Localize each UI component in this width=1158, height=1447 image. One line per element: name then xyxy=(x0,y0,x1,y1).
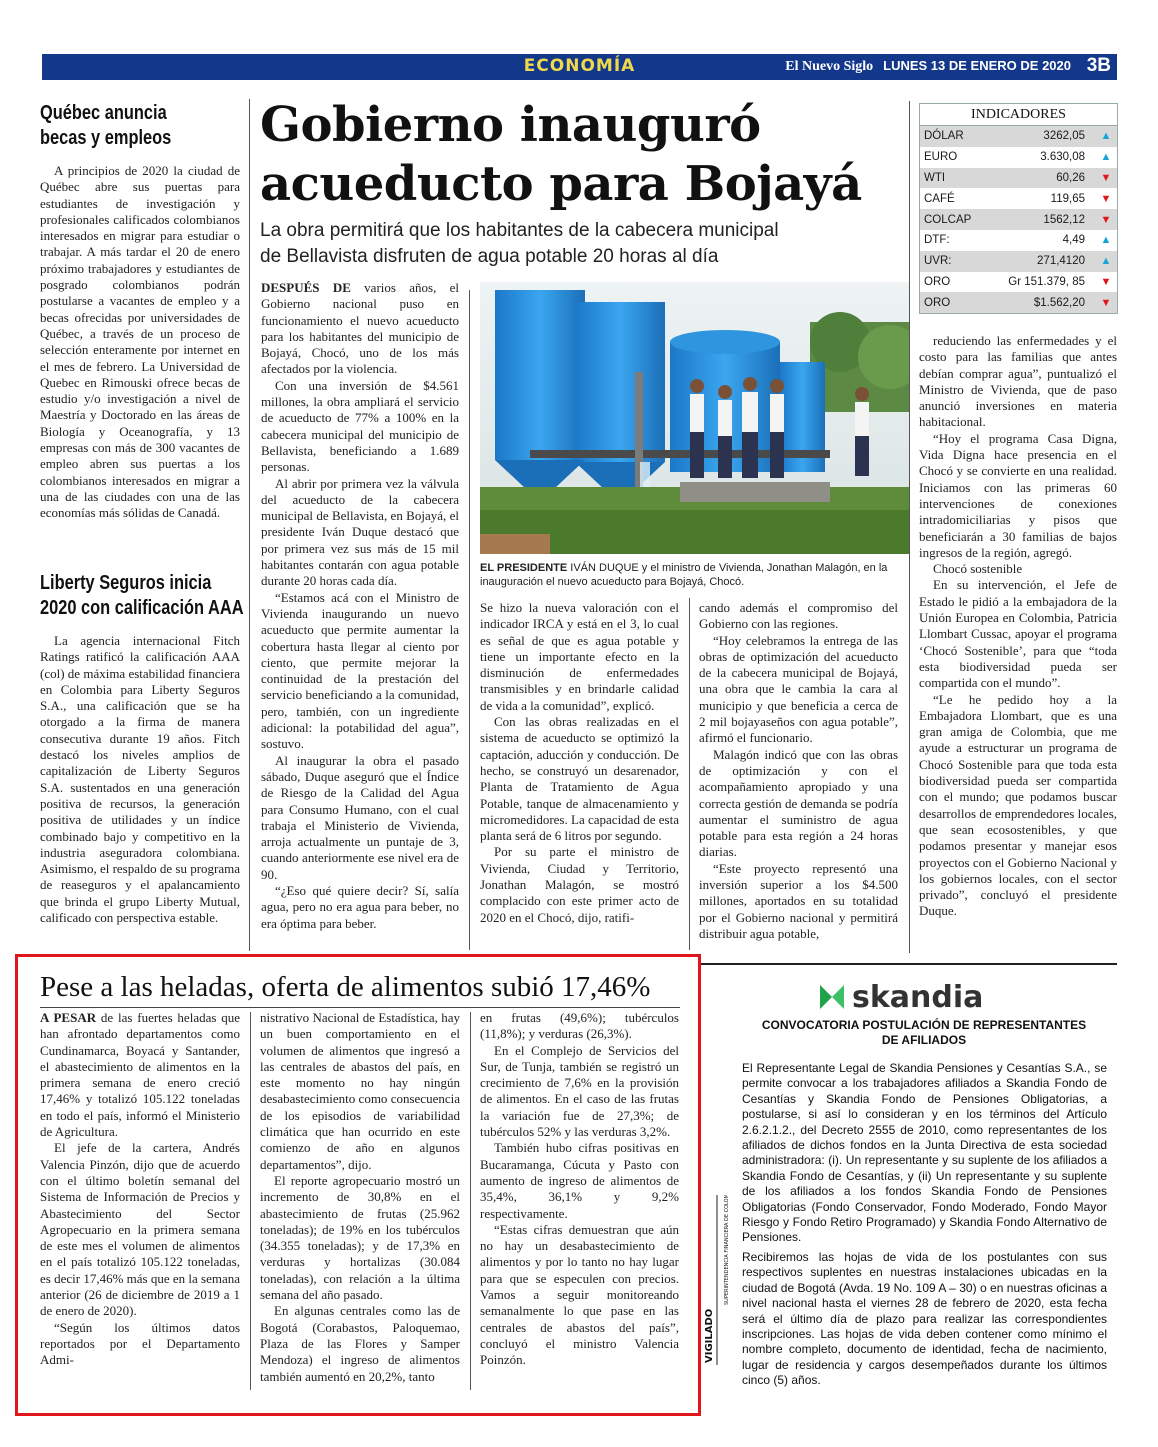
paragraph: En el Complejo de Servicios del Sur, de Tunja, también se registró un crecimiento de 7,6% en la provisión de alimentos. En el caso de las frutas la variación fue de 27,3%; de tubérculos 52% y las verduras 3,2%. xyxy=(480,1042,679,1140)
indicator-name: UVR: xyxy=(924,255,952,268)
brief-body-liberty xyxy=(40,633,240,949)
newspaper-name: El Nuevo Siglo xyxy=(785,59,874,74)
arrow-up-icon: ▲ xyxy=(1100,130,1112,143)
indicator-value: 119,65 xyxy=(1050,192,1085,205)
lead-in: A PESAR xyxy=(40,1010,101,1025)
paragraph: También hubo cifras positivas en Bucaramanga, Cúcuta y Pasto con aumento de ingreso de alimentos de 35,4%, 36,1% y 9,2% respectivamente. xyxy=(480,1140,679,1221)
water-tanks-image xyxy=(480,282,910,554)
paragraph: Con una inversión de $4.561 millones, la obra ampliará el servicio de acueducto de 77% a 100% en la cabecera municipal del municipio de Bellavista, beneficiando a 1.689 personas. xyxy=(261,377,459,475)
paragraph: En algunas centrales como las de Bogotá (Corabastos, Paloquemao, Plaza de las Flores y Samper Mendoza) el ingreso de alimentos también aumentó en 20,2%, tanto xyxy=(260,1303,460,1384)
column-divider xyxy=(909,101,910,953)
indicator-row xyxy=(920,292,1117,313)
article-column-3 xyxy=(699,600,898,950)
paragraph: nistrativo Nacional de Estadística, hay un buen comportamiento en el volumen de alimentos que ingresó a las centrales de abastos del país, en este momento no hay ningún desabastecimiento como consecuencia de los episodios de variabilidad climática que han ocurrido en este comienzo de año en algunos departamentos”, dijo. xyxy=(260,1010,460,1172)
indicator-value: 3262,05 xyxy=(1043,130,1085,143)
masthead xyxy=(785,58,1071,75)
subhead-line: de Bellavista disfruten de agua potable 20 horas al día xyxy=(260,246,719,267)
article-column-4 xyxy=(919,333,1117,955)
paragraph: “Estas cifras demuestran que aún no hay un desabastecimiento de alimentos y por lo tanto no hay lugar para que se especulen con precios. Vamos a seguir monitoreando semanalmente lo que pase en las centrales de abastos del país”, concluyó el ministro Valencia Poinzón. xyxy=(480,1221,679,1368)
indicator-name: DÓLAR xyxy=(924,130,964,143)
caption-lead: EL PRESIDENTE xyxy=(480,562,568,574)
section-header-bar xyxy=(42,54,1117,80)
brief-title-line: Québec anuncia xyxy=(40,102,167,124)
arrow-down-icon: ▼ xyxy=(1100,275,1112,288)
indicators-table xyxy=(919,103,1118,314)
page-number: 3B xyxy=(1086,55,1111,76)
paragraph: El jefe de la cartera, Andrés Valencia Pinzón, dijo que de acuerdo con el último boletín semanal del Sistema de Información de Precios y Abastecimiento del Sector Agropecuario en la primera semana de este mes el volumen de alimentos en el país totalizó 105.122 toneladas, es decir 17,46% más que en la semana anterior (26 de diciembre de 2019 a 1 de enero de 2020). xyxy=(40,1140,240,1319)
paragraph: A PESAR de las fuertes heladas que han afrontado departamentos como Cundinamarca, Boyacá y Santander, el abastecimiento de alimentos en la primera semana de enero creció 17,46% y totalizó 105.122 toneladas en todo el país, informó el Ministerio de Agricultura. xyxy=(40,1010,240,1140)
indicator-name: EURO xyxy=(924,151,958,164)
lead-in: DESPUÉS DE xyxy=(261,280,365,295)
column-divider xyxy=(249,99,250,951)
column-divider xyxy=(469,290,470,950)
indicator-name: DTF: xyxy=(924,234,950,247)
issue-date: LUNES 13 DE ENERO DE 2020 xyxy=(883,58,1071,73)
indicator-value: 3.630,08 xyxy=(1040,151,1085,164)
arrow-up-icon: ▲ xyxy=(1100,234,1112,247)
indicator-row xyxy=(920,251,1117,272)
vigilado-text: VIGILADO xyxy=(704,1308,715,1363)
arrow-up-icon: ▲ xyxy=(1100,255,1112,268)
article-column-1 xyxy=(261,280,459,950)
arrow-down-icon: ▼ xyxy=(1100,171,1112,184)
section-name: ECONOMÍA xyxy=(523,56,636,76)
skandia-wordmark: skandia xyxy=(852,980,984,1015)
ad-title-line: DE AFILIADOS xyxy=(881,1033,967,1047)
ad-paragraph-1 xyxy=(742,1061,1107,1246)
paragraph: El Representante Legal de Skandia Pensiones y Cesantías S.A., se permite convocar a los trabajadores afiliados a Skandia Fondo de Cesantías y Skandia Fondo de Pensiones Obligatorias, a postularse, si así lo consideran y en los términos del Artículo 2.6.2.1.2., del Decreto 2555 de 2010, como representantes de los afiliados de dichos fondos en la Junta Directiva de esta sociedad administradora: (i). Un representante y su suplente de los afiliados a Skandia Fondo de Cesantías, y (ii) Un representante y su suplente de los afiliados a los fondos Skandia Fondo de Pensiones Obligatorias (Fondo Conservador, Fondo Moderado, Fondo Mayor Riesgo y Fondo Retiro Programado) y Skandia Fondo Alternativo de Pensiones. xyxy=(742,1061,1107,1245)
paragraph: “Estamos acá con el Ministro de Vivienda inaugurando un nuevo acueducto que permite aumentar la cobertura hasta llegar al ciento por ciento, que permite mejorar la continuidad de la prestación del servicio beneficiando a la comunidad, pero, también, con un ingrediente adicional: la potabilidad del agua”, sostuvo. xyxy=(261,589,459,752)
indicator-row xyxy=(920,168,1117,189)
paragraph: “Hoy celebramos la entrega de las obras de optimización del acueducto de la cabecera municipal de Bojayá, una obra que le cambia la cara al municipio y que beneficia a cerca de 2 mil bojayaseños con agua potable”, afirmó el funcionario. xyxy=(699,632,898,746)
indicator-row xyxy=(920,230,1117,251)
brief-title-line: becas y empleos xyxy=(40,127,172,149)
brief-title-line: 2020 con calificación AAA xyxy=(40,597,244,619)
indicator-value: Gr 151.379, 85 xyxy=(1008,275,1085,288)
paragraph: Recibiremos las hojas de vida de los postulantes con sus respectivos suplentes en nuestras instalaciones ubicadas en la ciudad de Bogotá (Avda. 19 No. 109 A – 30) o en nuestras oficinas a nivel nacional hasta el viernes 28 de febrero de 2020, esta fecha será el último día de plazo para realizar las correspondientes inscripciones. Las hojas de vida deben contener como mínimo el nombre completo, documento de identidad, fecha de nacimiento, lugar de residencia y cargos desempeñados durante los últimos cinco (5) años. xyxy=(742,1250,1107,1388)
arrow-down-icon: ▼ xyxy=(1100,192,1112,205)
article-column-2 xyxy=(480,600,679,950)
paragraph: “Hoy el programa Casa Digna, Vida Digna hace presencia en el Chocó y se convierte en una realidad. Iniciamos con las primeras 60 intervenciones de conexiones intradomiciliarias y pisos que beneficiarán a 30 familias de bajos ingresos de la región, agregó. xyxy=(919,430,1117,560)
brief-title-liberty xyxy=(40,571,253,621)
indicator-name: ORO xyxy=(924,275,951,288)
main-headline xyxy=(260,96,910,214)
article-photo xyxy=(480,282,910,554)
headline-line: Gobierno inauguró xyxy=(260,97,761,153)
superintendencia-text: SUPERINTENDENCIA FINANCIERA DE COLOMBIA xyxy=(724,1195,730,1305)
subheading: Chocó sostenible xyxy=(933,561,1023,577)
indicator-name: ORO xyxy=(924,296,951,309)
indicator-value: 271,4120 xyxy=(1037,255,1085,268)
ad-title xyxy=(735,1018,1113,1048)
paragraph: A principios de 2020 la ciudad de Québec abre sus puertas para estudiantes de investigación y profesionales calificados colombianos interesados en migrar para estudiar o trabajar. A más tardar el 20 de enero próximo trabajadores y estudiantes de posgrado colombianos podrán postularse a vacantes de empleo y a becas ofrecidas por universidades de Québec, a través de un proceso de selección enteramente por internet en el mes de febrero. La Universidad de Quebec en Rimouski ofrece becas de estudio y/o investigación a nivel de Maestría y Doctorado en las áreas de Biología y Oceanografía, y 13 empresas con más de 300 vacantes de empleo abren sus puertas a los colombianos interesados en migrar a una de las ciudades con una de las economías más sólidas de Canadá. xyxy=(40,163,240,521)
headline-rule xyxy=(40,1007,680,1008)
paragraph: “Según los últimos datos reportados por el Departamento Admi- xyxy=(40,1319,240,1368)
indicator-value: 60,26 xyxy=(1056,171,1085,184)
caption-text: IVÁN DUQUE y el ministro de Vivienda, Jonathan Malagón, en la inauguración el nuevo acueducto para Bojayá, Chocó. xyxy=(480,562,888,588)
paragraph: El reporte agropecuario mostró un incremento de 30,8% en el abastecimiento de frutas (25.962 toneladas); de 19% en los tubérculos (34.355 toneladas); y de 17,3% en verduras y hortalizas (30.084 toneladas), con relación a la última semana del año pasado. xyxy=(260,1172,460,1303)
subhead-line: La obra permitirá que los habitantes de la cabecera municipal xyxy=(260,220,779,241)
column-divider xyxy=(250,1012,251,1390)
paragraph: reduciendo las enfermedades y el costo para las familias que antes debían comprar agua”, puntualizó el Ministro de Vivienda, que de paso anunció inversiones en materia habitacional. xyxy=(919,333,1117,430)
indicator-value: 1562,12 xyxy=(1043,213,1085,226)
paragraph: DESPUÉS DE varios años, el Gobierno nacional puso en funcionamiento el nuevo acueducto para los habitantes del municipio de Bojayá, Chocó, uno de los más afectados por la violencia. xyxy=(261,280,459,377)
paragraph: En su intervención, el Jefe de Estado le pidió a la embajadora de la Unión Europea en Colombia, Patricia Llombart Cussac, apoyar el programa ‘Chocó Sostenible’, para que “toda esta biodiversidad pueda ser compartida con el mundo”. xyxy=(919,577,1117,691)
indicator-name: WTI xyxy=(924,171,946,184)
photo-caption xyxy=(480,561,910,589)
paragraph: Con las obras realizadas en el sistema de acueducto se optimizó la captación, aducción y conducción. De hecho, se construyó un desarenador, Planta de Tratamiento de Agua Potable, tanque de almacenamiento y micromedidores. La capacidad de esta planta será de 6 litros por segundo. xyxy=(480,714,679,844)
indicator-row xyxy=(920,147,1117,168)
brief-title-quebec xyxy=(40,101,237,151)
paragraph: Por su parte el ministro de Vivienda, Ciudad y Territorio, Jonathan Malagón, se mostró complacido con este primer acto de 2020 en el Chocó, dijo, ratifi- xyxy=(480,844,679,925)
indicators-title: INDICADORES xyxy=(920,104,1117,126)
paragraph: Se hizo la nueva valoración con el indicador IRCA y está en el 3, lo cual es señal de que es agua potable y tiene un importante efecto en la disminución de enfermedades transmisibles y en brindarle calidad de vida a la comunidad”, explicó. xyxy=(480,600,679,713)
paragraph: cando además el compromiso del Gobierno con las regiones. xyxy=(699,600,898,632)
paragraph: “¿Eso qué quiere decir? Sí, salía agua, pero no era agua para beber, no era óptima para beber. xyxy=(261,882,459,931)
brief-body-quebec xyxy=(40,163,240,522)
paragraph: “Este proyecto representó una inversión superior a los $4.500 millones, aportados en su totalidad por el Gobierno nacional y permitirá distribuir agua potable, xyxy=(699,860,898,941)
indicator-value: 4,49 xyxy=(1062,234,1085,247)
bottom-article-column-1 xyxy=(40,1010,240,1388)
arrow-down-icon: ▼ xyxy=(1100,213,1112,226)
paragraph: Al inaugurar la obra el pasado sábado, Duque aseguró que el Índice de Riesgo de la Calidad del Agua para Consumo Humano, con el cual trabaja el Ministerio de Vivienda, arroja actualmente un puntaje de 3, cuando anteriormente ese nivel era de 90. xyxy=(261,752,459,882)
vigilado-seal-graphic xyxy=(695,1195,739,1365)
indicator-row xyxy=(920,126,1117,147)
column-divider xyxy=(470,1012,471,1390)
indicator-name: COLCAP xyxy=(924,213,972,226)
brief-title-line: Liberty Seguros inicia xyxy=(40,572,212,594)
paragraph: La agencia internacional Fitch Ratings ratificó la calificación AAA (col) de máxima estabilidad financiera en Colombia para Liberty Seguros S.A., una calificación que se ha otorgado a la firma de manera consecutiva durante 19 años. Fitch destacó los niveles amplios de capitalización de Liberty Seguros S.A. sustentados en una generación positiva de recursos, la generación positiva de utilidades y un índice combinado bajo y competitivo en la industria aseguradora colombiana. Asimismo, el respaldo de su programa de reaseguros y el apalancamiento que brinda el grupo Liberty Mutual, calificado con perspectiva estable. xyxy=(40,633,240,926)
vigilado-seal xyxy=(695,1195,739,1365)
indicator-value: $1.562,20 xyxy=(1033,296,1085,309)
skandia-logo-mark xyxy=(818,975,1018,1015)
column-divider xyxy=(689,598,690,950)
paragraph: “Le he pedido hoy a la Embajadora Llombart, que es una gran amiga de Colombia, que me ayude a estructurar un programa de Chocó Sostenible para que toda esta biodiversidad pueda ser compartida con el mundo; que podamos buscar desarrollos de emprendedores locales, que sean ecosostenibles, y que podamos presentar y manejar esos proyectos con el Gobierno Nacional y los gobiernos locales, con el sector privado”, concluyó el presidente Duque. xyxy=(919,691,1117,919)
skandia-logo xyxy=(818,975,1018,1015)
headline-line: acueducto para Bojayá xyxy=(260,156,862,212)
indicator-row xyxy=(920,188,1117,209)
main-subheadline xyxy=(260,218,910,270)
indicators-rows xyxy=(920,126,1117,313)
paragraph: en frutas (49,6%); tubérculos (11,8%); y verduras (26,3%). xyxy=(480,1010,679,1042)
paragraph: Al abrir por primera vez la válvula del acueducto de la cabecera municipal de Bellavista, en Bojayá, el presidente Iván Duque destacó que por primera vez sus más de 15 mil habitantes contarán con agua potable durante 20 horas cada día. xyxy=(261,475,459,589)
paragraph: Malagón indicó que con las obras de optimización y con el acompañamiento apropiado y una correcta gestión de demanda se podría aumentar el suministro de agua potable para esta región a 24 horas diarias. xyxy=(699,746,898,860)
bottom-article-column-2 xyxy=(260,1010,460,1388)
bottom-article-column-3 xyxy=(480,1010,679,1388)
arrow-down-icon: ▼ xyxy=(1100,296,1112,309)
ad-paragraph-2 xyxy=(742,1250,1107,1389)
ad-title-line: CONVOCATORIA POSTULACIÓN DE REPRESENTANTES xyxy=(761,1018,1087,1032)
bottom-article-headline: Pese a las heladas, oferta de alimentos subió 17,46% xyxy=(40,971,651,1003)
arrow-up-icon: ▲ xyxy=(1100,151,1112,164)
indicator-row xyxy=(920,272,1117,293)
indicator-row xyxy=(920,209,1117,230)
indicator-name: CAFÉ xyxy=(924,192,955,205)
